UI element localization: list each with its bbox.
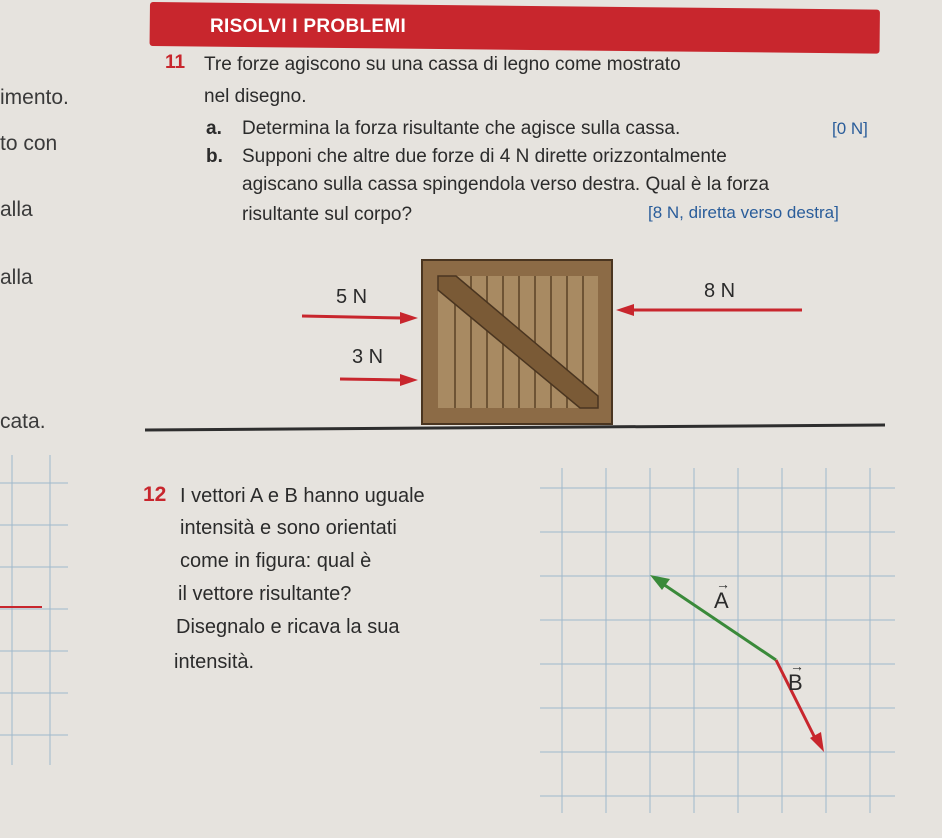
item-text: Supponi che altre due forze di 4 N dirette orizzontalmente xyxy=(242,146,727,167)
problem-text: nel disegno. xyxy=(204,86,307,107)
problem-number: 11 xyxy=(165,52,186,73)
section-title: RISOLVI I PROBLEMI xyxy=(210,16,407,37)
margin-grid xyxy=(0,455,75,775)
vector-b-label: → B xyxy=(788,658,804,695)
margin-fragment: alla xyxy=(0,198,33,221)
margin-fragment: alla xyxy=(0,266,33,289)
force-label: 3 N xyxy=(352,346,384,368)
problem-number: 12 xyxy=(143,483,167,506)
item-text: agiscano sulla cassa spingendola verso destra. Qual è la forza xyxy=(242,174,770,195)
margin-fragment: imento. xyxy=(0,86,69,109)
force-arrow-8n xyxy=(616,304,802,316)
vector-a xyxy=(650,575,776,660)
problem-text: come in figura: qual è xyxy=(180,550,372,572)
vector-a-label: → A xyxy=(714,576,730,613)
answer: [0 N] xyxy=(832,119,868,138)
item-text: Determina la forza risultante che agisce sulla cassa. xyxy=(242,118,681,139)
problem-text: I vettori A e B hanno uguale xyxy=(180,485,425,507)
ground-line xyxy=(145,425,885,430)
problem-text: il vettore risultante? xyxy=(178,583,352,605)
crate xyxy=(422,260,612,424)
problem-text: Disegnalo e ricava la sua xyxy=(176,616,400,638)
force-label: 5 N xyxy=(336,286,368,308)
force-arrow-3n xyxy=(340,374,418,386)
vector-grid xyxy=(540,468,900,818)
force-arrow-5n xyxy=(302,312,418,324)
item-label: b. xyxy=(206,146,223,167)
force-label: 8 N xyxy=(704,280,736,302)
problem-text: intensità. xyxy=(174,651,255,673)
margin-fragment: cata. xyxy=(0,410,46,433)
answer: [8 N, diretta verso destra] xyxy=(648,203,839,222)
item-label: a. xyxy=(206,118,222,139)
problem-text: Tre forze agiscono su una cassa di legno come mostrato xyxy=(204,54,681,75)
margin-fragment: to con xyxy=(0,132,58,155)
item-text: risultante sul corpo? xyxy=(242,204,413,225)
problem-text: intensità e sono orientati xyxy=(180,517,397,539)
